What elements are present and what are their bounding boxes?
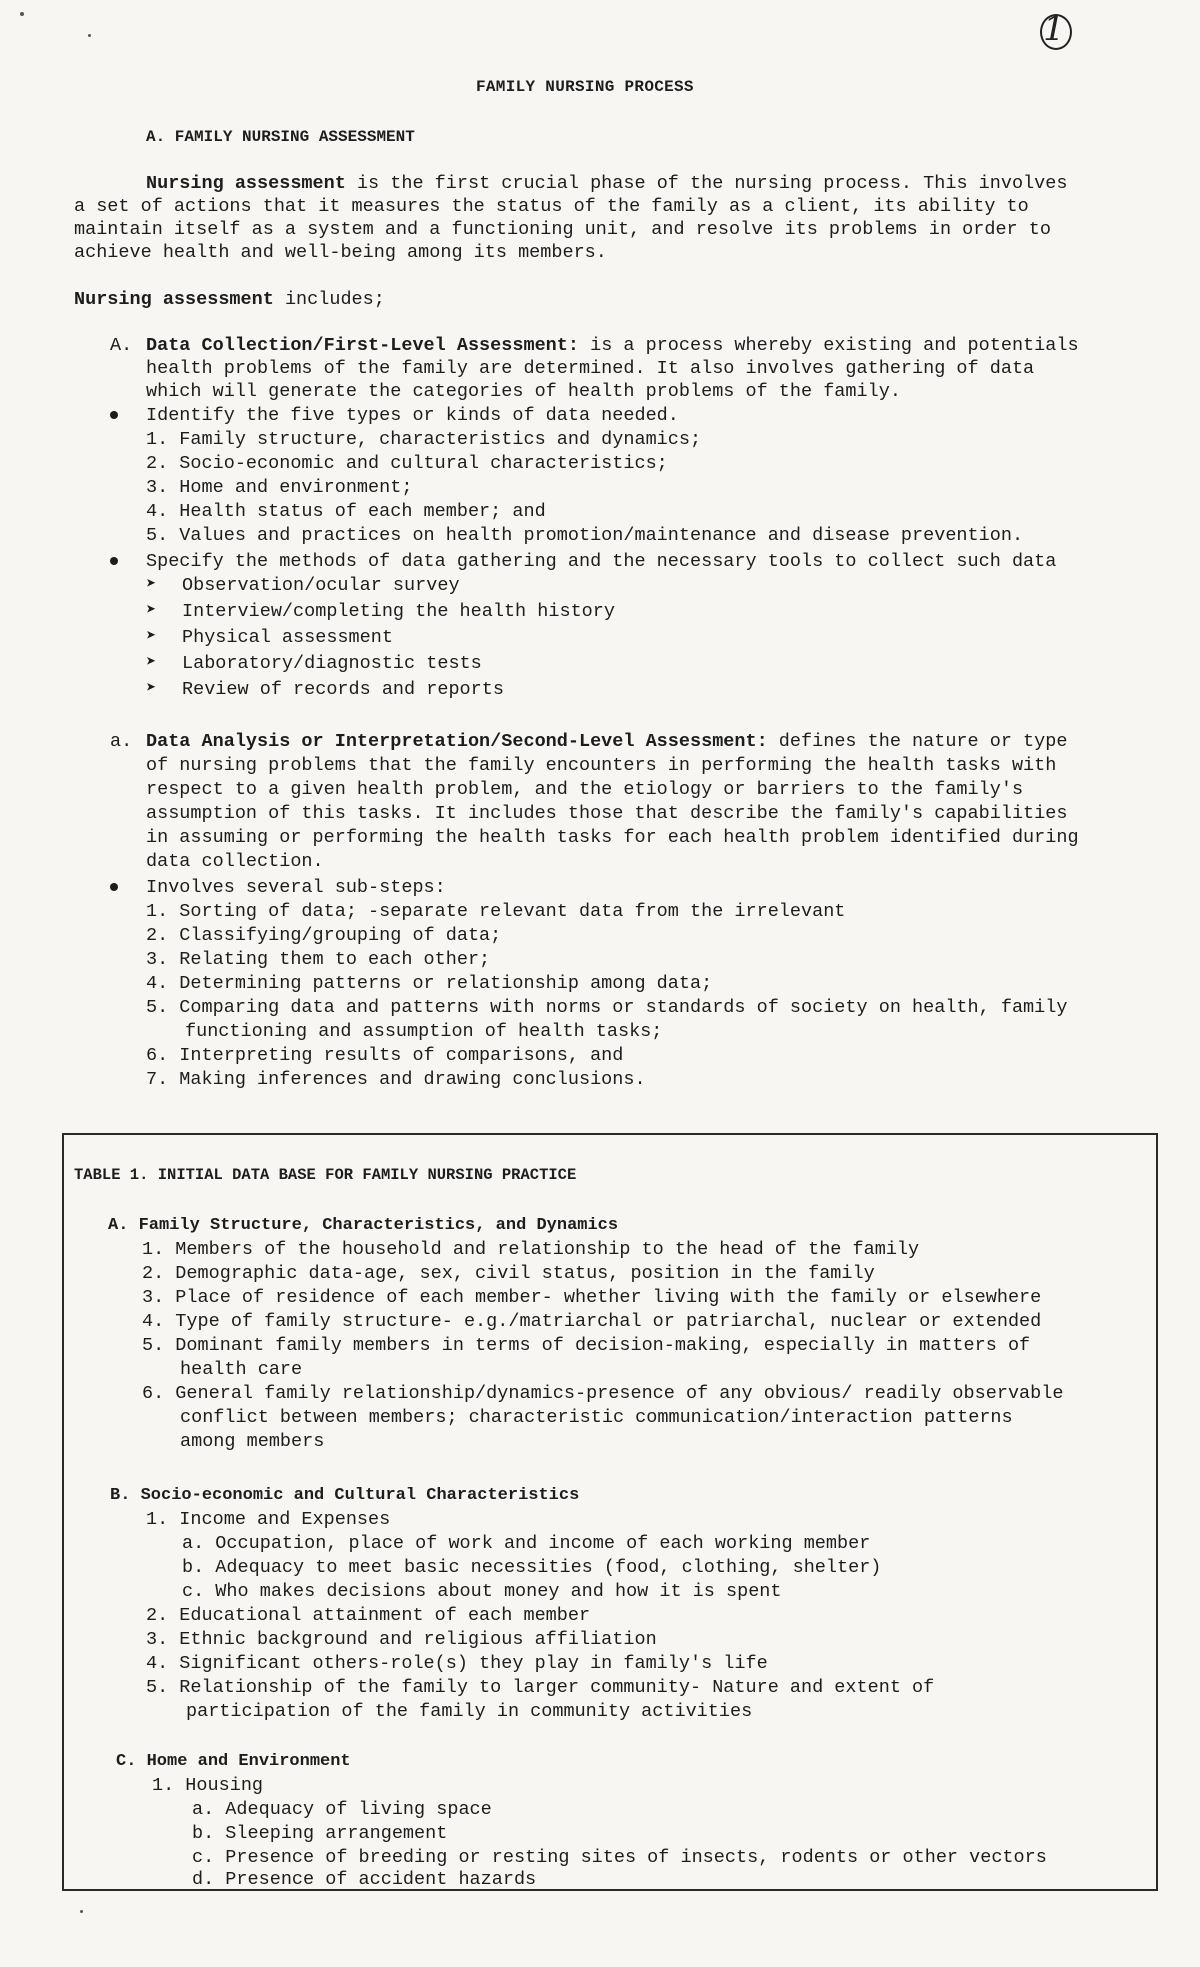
table-section-heading: C. Home and Environment bbox=[116, 1752, 351, 1771]
sub-step-item: 1. Sorting of data; -separate relevant data from the irrelevant bbox=[146, 901, 846, 922]
includes-line bbox=[74, 288, 385, 311]
data-type-item: 4. Health status of each member; and bbox=[146, 501, 546, 522]
data-analysis-line: assumption of this tasks. It includes those that describe the family's capabilities bbox=[146, 803, 1068, 824]
data-analysis-line: of nursing problems that the family encounters in performing the health tasks with bbox=[146, 755, 1057, 776]
table-item: participation of the family in community activities bbox=[186, 1701, 753, 1722]
table-item: conflict between members; characteristic communication/interaction patterns bbox=[180, 1407, 1013, 1428]
table-item: a. Occupation, place of work and income of each working member bbox=[182, 1533, 871, 1554]
bullet-icon bbox=[110, 411, 118, 419]
includes-bold-term: Nursing assessment bbox=[74, 289, 274, 310]
table-item: b. Sleeping arrangement bbox=[192, 1823, 448, 1844]
data-collection-line: which will generate the categories of health problems of the family. bbox=[146, 381, 901, 402]
data-analysis-line: data collection. bbox=[146, 851, 324, 872]
data-analysis-line: respect to a given health problem, and the etiology or barriers to the family's bbox=[146, 779, 1024, 800]
sub-step-item: 2. Classifying/grouping of data; bbox=[146, 925, 502, 946]
sub-step-item: 6. Interpreting results of comparisons, and bbox=[146, 1045, 624, 1066]
bullet-item: Involves several sub-steps: bbox=[146, 877, 446, 898]
table-item: 3. Ethnic background and religious affiliation bbox=[146, 1629, 657, 1650]
table-section-heading: B. Socio-economic and Cultural Characteristics bbox=[110, 1486, 580, 1505]
table-item: 4. Significant others-role(s) they play in family's life bbox=[146, 1653, 768, 1674]
table-item: 1. Income and Expenses bbox=[146, 1509, 391, 1530]
data-analysis-line bbox=[146, 730, 1067, 753]
data-collection-line: health problems of the family are determined. It also involves gathering of data bbox=[146, 358, 1035, 379]
intro-bold-term: Nursing assessment bbox=[146, 173, 346, 194]
arrow-bullet-icon: ➤ bbox=[146, 654, 157, 673]
intro-text: is the first crucial phase of the nursing process. This involves bbox=[345, 173, 1068, 194]
table-item: 4. Type of family structure- e.g./matriarchal or patriarchal, nuclear or extended bbox=[142, 1311, 1042, 1332]
table-section-heading: A. Family Structure, Characteristics, and Dynamics bbox=[108, 1216, 619, 1235]
bullet-item: Specify the methods of data gathering and the necessary tools to collect such data bbox=[146, 551, 1057, 572]
table-item: 5. Dominant family members in terms of decision-making, especially in matters of bbox=[142, 1335, 1031, 1356]
table-item: 6. General family relationship/dynamics-presence of any obvious/ readily observable bbox=[142, 1383, 1064, 1404]
intro-line: achieve health and well-being among its members. bbox=[74, 242, 607, 263]
intro-line bbox=[146, 172, 1067, 195]
table-item: c. Who makes decisions about money and how it is spent bbox=[182, 1581, 782, 1602]
method-item: Observation/ocular survey bbox=[182, 575, 460, 596]
table-item: 1. Housing bbox=[152, 1775, 264, 1796]
table-item: 2. Demographic data-age, sex, civil status, position in the family bbox=[142, 1263, 875, 1284]
table-item: 2. Educational attainment of each member bbox=[146, 1605, 591, 1626]
data-type-item: 5. Values and practices on health promotion/maintenance and disease prevention. bbox=[146, 525, 1024, 546]
method-item: Physical assessment bbox=[182, 627, 393, 648]
data-analysis-line: in assuming or performing the health tasks for each health problem identified during bbox=[146, 827, 1079, 848]
bullet-icon bbox=[110, 557, 118, 565]
data-analysis-marker: a. bbox=[110, 731, 133, 752]
data-collection-marker: A. bbox=[110, 335, 133, 356]
data-analysis-heading: Data Analysis or Interpretation/Second-Level Assessment: bbox=[146, 731, 768, 752]
data-type-item: 1. Family structure, characteristics and dynamics; bbox=[146, 429, 702, 450]
arrow-bullet-icon: ➤ bbox=[146, 628, 157, 647]
table-item: 1. Members of the household and relationship to the head of the family bbox=[142, 1239, 920, 1260]
table-item: 5. Relationship of the family to larger community- Nature and extent of bbox=[146, 1677, 935, 1698]
table-item: 3. Place of residence of each member- whether living with the family or elsewhere bbox=[142, 1287, 1042, 1308]
section-a-heading: A. FAMILY NURSING ASSESSMENT bbox=[146, 128, 415, 146]
arrow-bullet-icon: ➤ bbox=[146, 602, 157, 621]
arrow-bullet-icon: ➤ bbox=[146, 680, 157, 699]
sub-step-item: 3. Relating them to each other; bbox=[146, 949, 491, 970]
table-item: b. Adequacy to meet basic necessities (food, clothing, shelter) bbox=[182, 1557, 882, 1578]
includes-text: includes; bbox=[273, 289, 385, 310]
method-item: Interview/completing the health history bbox=[182, 601, 615, 622]
table-item: c. Presence of breeding or resting sites of insects, rodents or other vectors bbox=[192, 1847, 1047, 1868]
intro-line: a set of actions that it measures the status of the family as a client, its ability to bbox=[74, 196, 1029, 217]
scan-speck bbox=[88, 34, 91, 37]
data-analysis-text: defines the nature or type bbox=[767, 731, 1068, 752]
arrow-bullet-icon: ➤ bbox=[146, 576, 157, 595]
page-number: 1 bbox=[1040, 12, 1068, 46]
table-item: a. Adequacy of living space bbox=[192, 1799, 492, 1820]
table-item: health care bbox=[180, 1359, 303, 1380]
intro-line: maintain itself as a system and a functioning unit, and resolve its problems in order to bbox=[74, 219, 1051, 240]
data-collection-heading: Data Collection/First-Level Assessment: bbox=[146, 335, 579, 356]
scan-speck bbox=[80, 1910, 83, 1913]
bullet-icon bbox=[110, 883, 118, 891]
table-item: d. Presence of accident hazards bbox=[192, 1869, 537, 1890]
scan-speck bbox=[20, 12, 24, 16]
data-collection-line bbox=[146, 334, 1079, 357]
table-item: among members bbox=[180, 1431, 325, 1452]
bullet-item: Identify the five types or kinds of data needed. bbox=[146, 405, 679, 426]
sub-step-item: 7. Making inferences and drawing conclusions. bbox=[146, 1069, 646, 1090]
data-collection-text: is a process whereby existing and potentials bbox=[578, 335, 1079, 356]
table-title: TABLE 1. INITIAL DATA BASE FOR FAMILY NURSING PRACTICE bbox=[74, 1166, 577, 1184]
sub-step-item: 4. Determining patterns or relationship among data; bbox=[146, 973, 713, 994]
data-type-item: 3. Home and environment; bbox=[146, 477, 413, 498]
sub-step-item: functioning and assumption of health tasks; bbox=[185, 1021, 663, 1042]
document-title: FAMILY NURSING PROCESS bbox=[476, 78, 694, 96]
method-item: Laboratory/diagnostic tests bbox=[182, 653, 482, 674]
sub-step-item: 5. Comparing data and patterns with norms or standards of society on health, family bbox=[146, 997, 1068, 1018]
data-type-item: 2. Socio-economic and cultural characteristics; bbox=[146, 453, 668, 474]
method-item: Review of records and reports bbox=[182, 679, 504, 700]
